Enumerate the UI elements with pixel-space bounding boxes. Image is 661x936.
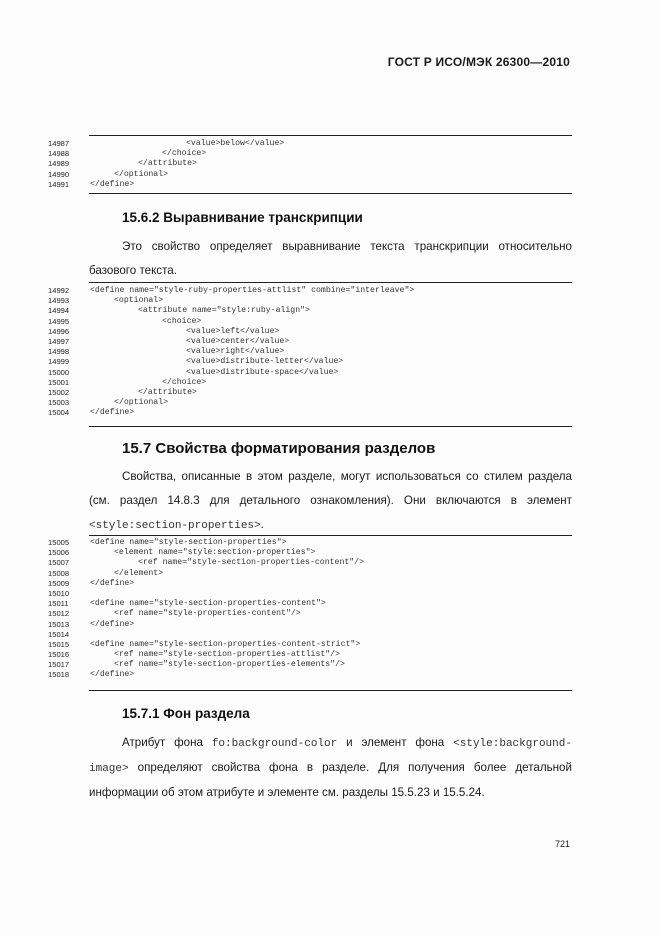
code-block: [0, 139, 661, 190]
code-line: [0, 347, 661, 357]
code-line: [0, 609, 661, 619]
line-number: 15007: [48, 558, 70, 568]
line-number: 15017: [48, 660, 70, 670]
code-text: <optional>: [114, 296, 164, 306]
code-text: </element>: [114, 568, 164, 578]
section-heading: 15.7.1 Фон раздела: [122, 706, 250, 721]
code-text: <element name="style:section-properties">: [114, 548, 316, 558]
code-text: <value>left</value>: [186, 326, 280, 336]
code-text: <value>distribute-letter</value>: [186, 357, 344, 367]
code-text: </define>: [90, 670, 135, 680]
code-text: </choice>: [162, 149, 207, 159]
code-line: [0, 630, 661, 640]
body-paragraph: Атрибут фона fo:background-color и элемент фона <style:background-image> определяют свойства фона в разделе. Для получения более детальной информации об этом атрибуте и элементе см. разделы 15.5.23 и 15.5.24.: [89, 736, 572, 799]
line-number: 14999: [48, 357, 70, 367]
line-number: 14994: [48, 306, 70, 316]
line-number: 14998: [48, 347, 70, 357]
code-line: [0, 538, 661, 548]
code-line: [0, 368, 661, 378]
line-number: 14989: [48, 159, 70, 169]
code-text: <define name="style-ruby-properties-attlist" combine="interleave">: [90, 286, 415, 295]
code-line: [0, 640, 661, 650]
page-number: 721: [554, 839, 570, 849]
section-heading: 15.7 Свойства форматирования разделов: [122, 440, 436, 457]
code-text: </attribute>: [138, 159, 197, 169]
line-number: 15011: [48, 599, 69, 609]
body-paragraph: Свойства, описанные в этом разделе, могут использоваться со стилем раздела (см. раздел 14.8.3 для детального ознакомления). Они включаются в элемент <style:section-properties>.: [89, 470, 572, 532]
line-number: 15005: [48, 538, 70, 547]
line-number: 14987: [48, 139, 70, 148]
line-number: 14988: [48, 149, 70, 159]
code-block: [0, 286, 661, 418]
code-text: <value>below</value>: [186, 139, 285, 148]
code-text: <define name="style-section-properties-content-strict">: [90, 639, 361, 649]
code-block-rule: [89, 193, 572, 194]
code-block-rule: [89, 690, 572, 691]
body-paragraph: Это свойство определяет выравнивание текста транскрипции относительно базового текста.: [89, 240, 572, 277]
code-line: [0, 548, 661, 558]
line-number: 14992: [48, 286, 70, 295]
code-line: [0, 286, 661, 296]
code-line: [0, 180, 661, 190]
line-number: 15004: [48, 408, 70, 418]
line-number: 15006: [48, 548, 70, 558]
line-number: 15012: [48, 609, 70, 619]
code-line: [0, 670, 661, 680]
line-number: 15008: [48, 568, 70, 578]
code-text: <choice>: [162, 316, 202, 326]
line-number: 14996: [48, 326, 70, 336]
code-line: [0, 139, 661, 149]
code-text: </optional>: [114, 169, 169, 179]
code-line: [0, 327, 661, 337]
line-number: 15010: [48, 588, 70, 598]
code-line: [0, 579, 661, 589]
code-line: [0, 306, 661, 316]
code-line: [0, 378, 661, 388]
code-text: </define>: [90, 408, 135, 418]
code-line: [0, 620, 661, 630]
line-number: 15009: [48, 578, 70, 588]
line-number: 15014: [48, 629, 70, 639]
line-number: 14991: [48, 179, 70, 189]
code-line: [0, 558, 661, 568]
line-number: 15003: [48, 398, 70, 408]
section-heading: 15.6.2 Выравнивание транскрипции: [122, 210, 363, 225]
code-text: </define>: [90, 619, 135, 629]
code-line: [0, 159, 661, 169]
code-block-rule: [89, 282, 572, 283]
code-line: [0, 398, 661, 408]
code-text: <ref name="style-properties-content"/>: [114, 609, 301, 619]
code-line: [0, 408, 661, 418]
code-text: </define>: [90, 179, 135, 189]
line-number: 14997: [48, 336, 70, 346]
code-text: <value>right</value>: [186, 347, 285, 357]
code-line: [0, 149, 661, 159]
code-line: [0, 357, 661, 367]
code-block-rule: [89, 135, 572, 136]
line-number: 15000: [48, 367, 70, 377]
code-text: <ref name="style-section-properties-content"/>: [138, 558, 365, 568]
code-line: [0, 296, 661, 306]
code-block: [0, 538, 661, 681]
code-block-rule: [89, 535, 572, 536]
code-text: <ref name="style-section-properties-attlist"/>: [114, 650, 341, 660]
code-line: [0, 660, 661, 670]
code-text: </define>: [90, 578, 135, 588]
line-number: 15002: [48, 387, 70, 397]
line-number: 14995: [48, 316, 70, 326]
code-text: <define name="style-section-properties">: [90, 538, 287, 547]
code-text: <value>distribute-space</value>: [186, 367, 339, 377]
page-header: ГОСТ Р ИСО/МЭК 26300—2010: [387, 55, 570, 69]
line-number: 14990: [48, 169, 70, 179]
code-line: [0, 337, 661, 347]
line-number: 15001: [48, 377, 70, 387]
code-text: <attribute name="style:ruby-align">: [138, 306, 310, 316]
code-block-rule: [89, 426, 572, 427]
code-text: <ref name="style-section-properties-elements"/>: [114, 660, 345, 670]
line-number: 15018: [48, 670, 70, 680]
line-number: 15015: [48, 639, 70, 649]
line-number: 15013: [48, 619, 70, 629]
code-line: [0, 599, 661, 609]
code-line: [0, 170, 661, 180]
code-text: <define name="style-section-properties-content">: [90, 599, 326, 609]
code-line: [0, 650, 661, 660]
code-text: <value>center</value>: [186, 336, 290, 346]
code-text: </optional>: [114, 398, 169, 408]
code-line: [0, 569, 661, 579]
code-text: </choice>: [162, 377, 207, 387]
code-text: </attribute>: [138, 387, 197, 397]
code-line: [0, 317, 661, 327]
code-line: [0, 388, 661, 398]
code-line: [0, 589, 661, 599]
line-number: 15016: [48, 650, 70, 660]
line-number: 14993: [48, 296, 70, 306]
